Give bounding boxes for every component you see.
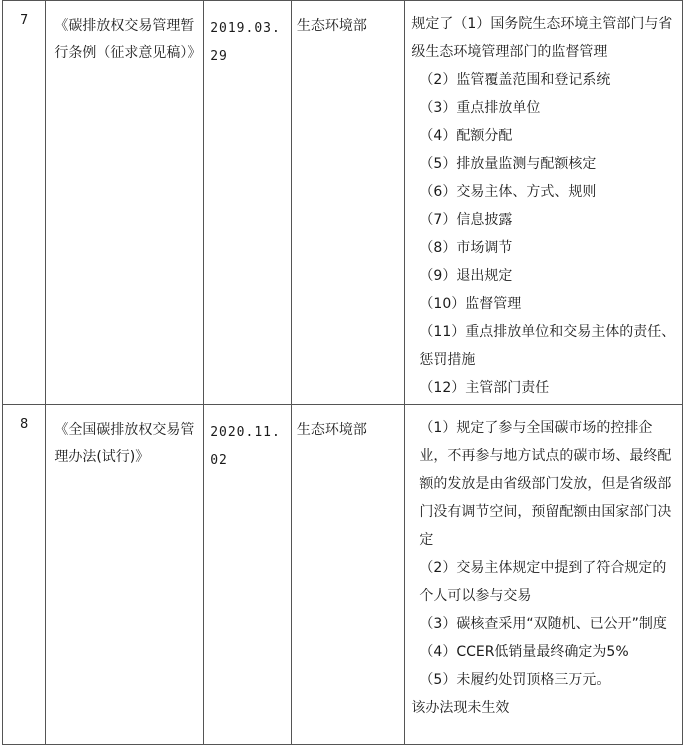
issue-date: 2020.11.02 <box>204 405 292 745</box>
table-row <box>3 1 683 405</box>
regulation-content <box>405 405 683 745</box>
issue-date: 2019.03.29 <box>204 1 292 405</box>
row-number: 8 <box>3 405 46 745</box>
regulations-table <box>2 0 683 745</box>
content-line: （3）碳核查采用“双随机、已公开”制度 <box>419 616 667 632</box>
content-line: （4）配额分配 <box>419 128 513 144</box>
regulation-title: 《碳排放权交易管理暂行条例（征求意见稿）》 <box>46 1 204 405</box>
content-line: 规定了（1）国务院生态环境主管部门与省级生态环境管理部门的监督管理 <box>411 16 673 60</box>
table-row <box>3 405 683 745</box>
content-line: （1）规定了参与全国碳市场的控排企业，不再参与地方试点的碳市场、最终配额的发放是由省级部门发放，但是省级部门没有调节空间，预留配额由国家部门决定 <box>419 420 672 548</box>
content-line: （7）信息披露 <box>419 212 513 228</box>
content-line: （5）未履约处罚顶格三万元。 <box>419 672 611 688</box>
regulation-title: 《全国碳排放权交易管理办法(试行)》 <box>46 405 204 745</box>
content-line: （8）市场调节 <box>419 240 513 256</box>
regulation-content <box>405 1 683 405</box>
content-line: （10）监督管理 <box>419 296 522 312</box>
content-line: 该办法现未生效 <box>411 700 510 716</box>
content-line: （12）主管部门责任 <box>419 380 550 396</box>
content-line: （2）监管覆盖范围和登记系统 <box>419 72 611 88</box>
content-line: （9）退出规定 <box>419 268 513 284</box>
content-line: （11）重点排放单位和交易主体的责任、惩罚措施 <box>419 324 676 368</box>
content-line: （4）CCER低销量最终确定为5% <box>419 644 629 660</box>
issuing-department: 生态环境部 <box>291 405 405 745</box>
row-number: 7 <box>3 1 46 405</box>
issuing-department: 生态环境部 <box>291 1 405 405</box>
content-line: （3）重点排放单位 <box>419 100 541 116</box>
content-line: （6）交易主体、方式、规则 <box>419 184 597 200</box>
content-line: （5）排放量监测与配额核定 <box>419 156 597 172</box>
content-line: （2）交易主体规定中提到了符合规定的个人可以参与交易 <box>419 560 667 604</box>
